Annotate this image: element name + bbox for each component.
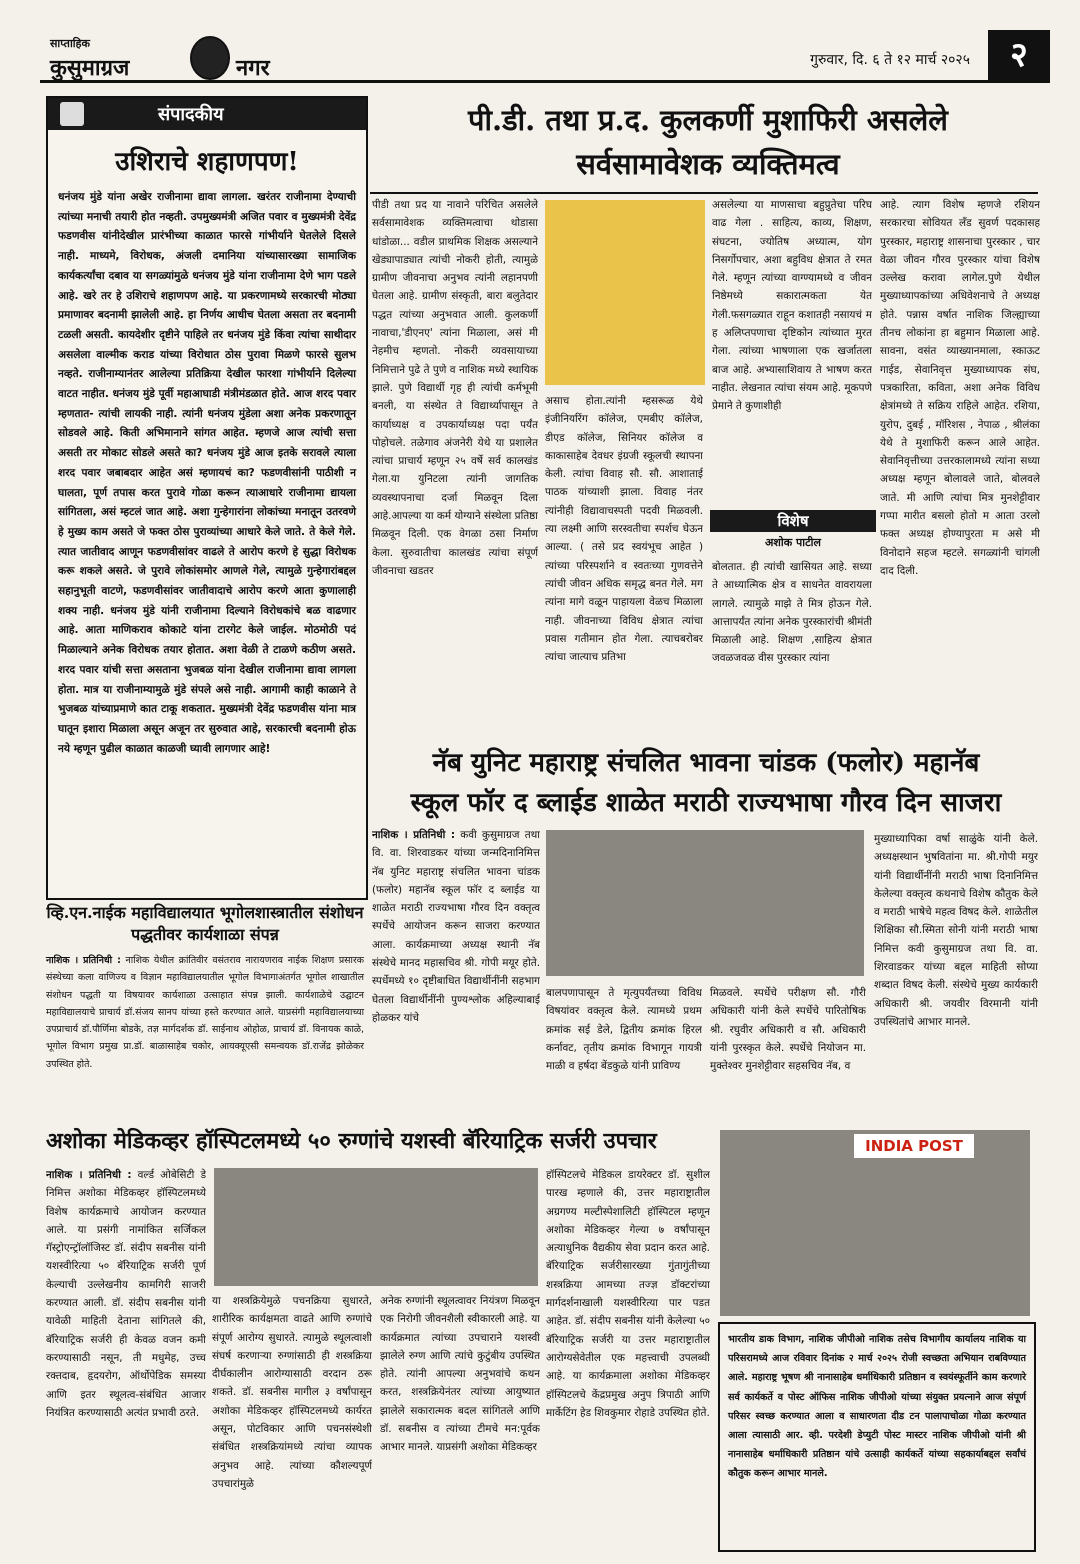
ashoka-byline: नाशिक । प्रतिनिधी : — [46, 1169, 132, 1181]
masthead-tagline: साप्ताहिक — [50, 37, 90, 50]
page-number: २ — [988, 30, 1050, 80]
kusumagraj-portrait-logo — [190, 36, 230, 80]
nab-col4: मुख्याध्यापिका वर्षा साळुंके यांनी केले. अध्यक्षस्थान भुषवितांना मा. श्री.गोपी मयुर यांनी विद्यार्थीनींनी मराठी भाषा दिनानिमित्त केलेल्या वक्तृत्व कथनाचे विशेष कौतुक केले व मराठी भाषेचे महत्व विषद केले. शाळेतील शिक्षिका सौ.स्मिता सोनी यांनी मराठी भाषा निमित्त कवी कुसुमाग्रज तथा वि. वा. शिरवाडकर यांच्या बद्दल माहिती सोप्या शब्दात विषद केली. संस्थेचे मुख्य कार्यकारी अधिकारी श्री. जयवीर विरमानी यांनी उपस्थितांचे आभार मानले. — [874, 833, 1038, 1028]
nab-col1: कवी कुसुमाग्रज तथा वि. वा. शिरवाडकर यांच्या जन्मदिनानिमित्त नॅब युनिट महाराष्ट्र संचलित भावना चांडक (फलोर) महानॅब स्कूल फॉर द ब्लाईड या शाळेत मराठी राज्यभाषा गौरव दिन वक्तृत्व स्पर्धेचे आयोजन करून साजरा करण्यात आला. कार्यक्रमाच्या अध्यक्ष स्थानी नॅब संस्थेचे मानद महासचिव श्री. गोपी मयूर होते. स्पर्धेमध्ये १० दृष्टीबाधित विद्यार्थीनींनी सहभाग घेतला विद्यार्थीनींनी पुण्यश्लोक अहिल्याबाई होळकर यांचे — [372, 829, 540, 1024]
ashoka-col2: या शस्त्रक्रियेमुळे पचनक्रिया सुधारते, शारीरिक कार्यक्षमता वाढते आणि रुग्णांचे संपूर्ण आरोग्य सुधारते. त्यामुळे स्थूलत्वाशी संघर्ष करणाऱ्या रुग्णांसाठी ही शस्त्रक्रिया दीर्घकालीन आरोग्यासाठी वरदान ठरू शकते. डॉ. सबनीस मागील ३ वर्षांपासून अशोका मेडिकव्हर हॉस्पिटलमध्ये कार्यरत असून, पोटविकार आणि पचनसंस्थेशी संबंधित शस्त्रक्रियांमध्ये त्यांचा व्यापक अनुभव आहे. त्यांच्या कौशल्यपूर्ण उपचारांमुळे — [212, 1295, 372, 1490]
workshop-body: नाशिक येथील क्रांतिवीर वसंतराव नारायणराव नाईक शिक्षण प्रसारक संस्थेच्या कला वाणिज्य व विज्ञान महाविद्यालयातील भूगोल विभागाअंतर्गत भूगोल शाखातील संशोधन पद्धती या विषयावर कार्यशाळा उत्साहात संपन्न झाली. कार्यशाळेचे उद्घाटन महाविद्यालयाचे प्राचार्य डॉ.संजय सानप यांच्या हस्ते करण्यात आले. याप्रसंगी महाविद्यालयाच्या उपप्राचार्य डॉ.पौर्णिमा बोडके, तज्ञ मार्गदर्शक डॉ. साईनाथ ओहोळ, प्राचार्य डॉ. विनायक काळे, भूगोल विभाग प्रमुख प्रा.डॉ. बाळासाहेब चकोर, आयक्यूएसी समन्वयक डॉ.राजेंद्र झोळेकर उपस्थित होते. — [46, 955, 364, 1070]
ashoka-group-photo — [214, 1168, 538, 1286]
editorial-box — [46, 96, 368, 900]
post-caption: भारतीय डाक विभाग, नाशिक जीपीओ नाशिक तसेच विभागीय कार्यालय नाशिक या परिसरामध्ये आज रविवार दिनांक २ मार्च २०२५ रोजी स्वच्छता अभियान राबविण्यात आले. महाराष्ट्र भूषण श्री नानासाहेब धर्माधिकारी प्रतिष्ठान व स्वयंस्फूर्तीने काम करणारे सर्व कार्यकर्ते व पोस्ट ऑफिस नाशिक जीपीओ यांच्या संयुक्त प्रयत्नाने आज संपूर्ण परिसर स्वच्छ करण्यात आला व साधारणता दीड टन पालापाचोळा गोळा करण्यात आला त्यासाठी आर. व्ही. परदेशी डेप्युटी पोस्ट मास्टर नाशिक जीपीओ यांनी श्री नानासाहेब धर्माधिकारी प्रतिष्ठान यांचे उत्साही कार्यकर्ते यांच्या सहकार्याबद्दल सर्वांचं कौतुक करून आभार मानले. — [728, 1334, 1026, 1480]
workshop-article — [46, 952, 364, 1073]
pd-kulkarni-photo — [545, 200, 705, 385]
editorial-body: धनंजय मुंडे यांना अखेर राजीनामा द्यावा लागला. खरंतर राजीनामा देण्याची त्यांच्या मनाची तयारी होत नव्हती. उपमुख्यमंत्री अजित पवार व मुख्यमंत्री देवेंद्र फडणवीस यांनीदेखील प्रारंभीच्या काळात फारसे गांभीर्याने घेतलेले दिसले नाही. माध्यमे, विरोधक, अंजली दमानिया यांच्यासारख्या सामाजिक कार्यकर्त्यांचा दबाव या सगळ्यांमुळे धनंजय मुंडे यांना राजीनामा देणे भाग पडले आहे. खरे तर हे उशिराचे शहाणपण आहे. या प्रकरणामध्ये सरकारची मोठ्या प्रमाणावर बदनामी झालेली आहे. हा निर्णय आधीच घेतला असता तर बदनामी टळली असती. कायदेशीर दृष्टीने पाहिले तर धनंजय मुंडे किंवा त्यांचा साथीदार असलेला वाल्मीक कराड यांच्या विरोधात ठोस पुरावा मिळणे फारसे सुलभ नव्हते. राजीनाम्यानंतर आलेल्या प्रतिक्रिया देखील फारशा गांभीर्याने दिलेल्या वाटत नाहीत. धनंजय मुंडे पूर्वी महाआघाडी मंत्रीमंडळात होते. आज शरद पवार म्हणतात- त्यांची लायकी नाही. त्यांनी धनंजय मुंडेला अशा अनेक प्रकरणातून सोडवले आहे. किती अभिमानाने सांगत आहेत. म्हणजे आज त्यांची सत्ता असती तर मोकाट सोडले असते का? धनंजय मुंडे आज इतके सरावले त्याला शरद पवार जबाबदार आहेत असं म्हणायचं का? फडणवीसांनी पाठीशी न घालता, पूर्ण तपास करत पुरावे गोळा करून त्याआधारे राजीनामा द्यायला सांगितला, असं म्हटलं जात आहे. अशा गुन्हेगारांना लोकांच्या मनातून उतरवणे हे मुख्य काम असते जे फक्त ठोस पुराव्यांच्या आधारे केले जाते. ते केले गेले. त्यात जातीवाद आणून फडणवीसांवर वाढले ते आरोप करणे हे सुद्धा विरोधक करू शकले असते. जे पुरावे लोकांसमोर आणले गेले, त्यामुळे गुन्हेगारांबद्दल सहानुभूती वाटणे, फडणवीसांवर जातीवादाचे आरोप करणे आता कुणालाही शक्य नाही. धनंजय मुंडे यांनी राजीनामा दिल्याने विरोधकांचे बळ वाढणार आहे. आता माणिकराव कोकाटे यांना टारगेट केले जाईल. मोठमोठी पदं मिळाल्याने अनेक विरोधक तयार होतात. अशा वेळी ते टाळणे कठीण असते. शरद पवार यांची सत्ता असताना भुजबळ यांना देखील राजीनामा द्यावा लागला होता. मात्र या राजीनाम्यामुळे मुंडे संपले असे नाही. आगामी काही काळाने ते भुजबळ यांच्याप्रमाणे कात टाकू शकतात. मुख्यमंत्री देवेंद्र फडणवीस यांना मात्र घातून इशारा मिळाला असून अजून तर सुरुवात आहे, सरकारची बदनामी होऊ नये म्हणून पुढील काळात काळजी घ्यावी लागणार आहे! — [58, 191, 356, 755]
vishesh-label: विशेष — [710, 510, 876, 532]
ashoka-col1: वर्ल्ड ओबेसिटी डे निमित्त अशोका मेडिकव्हर हॉस्पिटलमध्ये विशेष कार्यक्रमाचे आयोजन करण्यात आले. या प्रसंगी नामांकित सर्जिकल गॅस्ट्रोएन्ट्रॉलॉजिस्ट डॉ. संदीप सबनीस यांनी यशस्वीरित्या ५० बॅरियाट्रिक सर्जरी पूर्ण केल्याची उल्लेखनीय कामगिरी साजरी करण्यात आली. डॉ. संदीप सबनीस यांनी यावेळी माहिती देताना सांगितले की, बॅरियाट्रिक सर्जरी ही केवळ वजन कमी करण्यासाठी नसून, ती मधुमेह, उच्च रक्तदाब, हृदयरोग, ऑर्थोपेडिक समस्या आणि इतर स्थूलत्व-संबंधित आजार नियंत्रित करण्यासाठी अत्यंत प्रभावी ठरते. — [46, 1169, 206, 1419]
masthead-name-left: कुसुमाग्रज — [50, 55, 130, 81]
nab-title-line2: स्कूल फॉर द ब्लाईड शाळेत मराठी राज्यभाषा गौरव दिन साजरा — [410, 788, 1002, 818]
india-post-sign: INDIA POST — [854, 1134, 974, 1158]
nab-title-line1: नॅब युनिट महाराष्ट्र संचलित भावना चांडक (फलोर) महानॅब — [432, 748, 980, 778]
pd-col3b: बोलतात. ही त्यांची खासियत आहे. सध्या ते आध्यात्मिक क्षेत्र व साधनेत वावरायला लागले. त्यामुळे माझे ते मित्र होऊन गेले. आत्तापर्यंत त्यांना अनेक पुरस्कारांची श्रीमंती मिळाली आहे. शिक्षण ,साहित्य क्षेत्रात जवळजवळ वीस पुरस्कार त्यांना — [712, 561, 872, 665]
editorial-label-bar — [48, 98, 366, 130]
pd-col4: आहे. त्याग विशेष म्हणजे रशियन सरकारचा सोवियत लँड सुवर्ण पदकासह पुरस्कार, महाराष्ट्र शासनाचा पुरस्कार , चार वेळा जीवन गौरव पुरस्कार यांचा विशेष उल्लेख करावा लागेल.पुणे येथील मुख्याध्यापकांच्या अधिवेशनाचे ते अध्यक्ष होते. पन्नास वर्षात नाशिक जिल्ह्याच्या तीनच लोकांना हा बहुमान मिळाला आहे. सावना, वसंत व्याख्यानमाला, स्काऊट गाईड, सेवानिवृत्त मुख्याध्यापक संघ, पत्रकारिता, कविता, अशा अनेक विविध क्षेत्रांमध्ये ते सक्रिय राहिले आहेत. रशिया, युरोप, दुबई , मॉरिशस , नेपाळ , श्रीलंका येथे ते मुशाफिरी करून आले आहेत. सेवानिवृत्तीच्या उत्तरकालामध्ये त्यांना सध्या अध्यक्ष म्हणून बोलावले जाते, बोलवले जाते. मी आणि त्यांचा मित्र मुनशेट्टीवार गप्पा मारीत बसलो होतो म आता उरलो फक्त अध्यक्ष होण्यापुरता म असे मी विनोदाने सहज म्हटले. सगळ्यांनी चांगली दाद दिली. — [880, 199, 1040, 577]
nab-col1-container — [372, 826, 540, 1116]
pen-icon — [60, 102, 84, 126]
post-caption-box — [718, 1322, 1036, 1552]
post-cleanliness-photo — [720, 1130, 1030, 1316]
editorial-title: उशिराचे शहाणपण! — [115, 147, 299, 177]
divider — [370, 192, 1038, 194]
masthead — [40, 30, 1050, 83]
ashoka-col1-container — [46, 1166, 206, 1546]
pd-title-line2: सर्वसामावेशक व्यक्तिमत्व — [576, 147, 840, 181]
pd-col2: असाच होता.त्यांनी म्हसरूळ येथे इंजीनियरिंग कॉलेज, एमबीए कॉलेज, डीएड कॉलेज, सिनियर कॉलेज व काकासाहेब देवधर इंग्रजी स्कूलची स्थापना केली. त्यांचा विवाह सौ. सौ. आशाताई पाठक यांच्याशी झाला. विवाह नंतर त्यांनीही विद्यावाचस्पती पदवी मिळवली. त्या लक्ष्मी आणि सरस्वतीचा स्पर्शच घेऊन आल्या. ( तसे प्रद स्वयंभूच आहेत ) त्यांच्या परिस्पर्शाने व स्वतःच्या गुणवत्तेने त्यांची जीवन अधिक समृद्ध बनत गेले. मग त्यांना मागे वळून पाहायला वेळच मिळाला नाही. जीवनाच्या विविध क्षेत्रात त्यांचा प्रवास गतीमान होत गेला. त्याचबरोबर त्यांचा जात्याच प्रतिभा — [545, 395, 703, 664]
pd-col3: असलेल्या या माणसाचा बहुप्रुतेचा परिघ वाढ गेला . साहित्य, काव्य, शिक्षण, संघटना, ज्योतिष अध्यात्म, योग निसर्गोपचार, अशा बहुविध क्षेत्रात ते रमत गेले. म्हणून त्यांच्या वाग्ण्यामध्ये व जीवन निष्ठेमध्ये सकारात्मकता येत गेली.फसगळ्यात राहून कशातही नसायचं म ह अलिप्तपणाचा दृष्टिकोन त्यांच्यात मुरत गेला. त्यांच्या भाषणाला एक खर्जातला बाज आहे. अभ्यासाशिवाय ते भाषण करत नाहीत. लेखनात त्यांचा संयम आहे. मूकपणे प्रेमाने ते कुणाशीही — [712, 199, 872, 413]
pd-col1: पीडी तथा प्रद या नावाने परिचित असलेले सर्वसामावेशक व्यक्तिमत्वाचा थोडासा धांडोळा... वडील प्राथमिक शिक्षक असल्याने खेड्यापाड्यात त्यांची नोकरी होती, त्यामुळे ग्रामीण जीवनाचा अनुभव त्यांनी लहानपणी घेतला आहे. ग्रामीण संस्कृती, बारा बलुतेदार पद्धत त्यांच्या अनुभवात आली. कुलकर्णी नावाचा,'डीएनए' त्यांना मिळाला, असं मी नेहमीच म्हणतो. नोकरी व्यवसायाच्या निमित्ताने पुढे ते पुणे व नाशिक मध्ये स्थायिक झाले. पुणे विद्यार्थी गृह ही त्यांची कर्मभूमी बनली, या संस्थेत ते विद्यार्थ्यापासून ते कार्याध्यक्ष व उपकार्याध्यक्ष पदा पर्यंत पोहोचले. तळेगाव अंजनेरी येथे या प्रशालेत त्यांचा प्राचार्य म्हणून २५ वर्षे सर्व कालखंड गेला.या युनिटला त्यांनी जागतिक व्यवस्थापनाचा दर्जा मिळवून दिला आहे.आपल्या या कर्म योग्याने संस्थेला प्रतिष्ठा मिळवून दिली. एक वेगळा ठसा निर्माण केला. सुरुवातीचा कालखंड त्यांचा संपूर्ण जीवनाचा खडतर — [372, 199, 538, 577]
ashoka-title: अशोका मेडिकव्हर हॉस्पिटलमध्ये ५० रुग्णांचे यशस्वी बॅरियाट्रिक सर्जरी उपचार — [46, 1128, 657, 1154]
nab-byline: नाशिक । प्रतिनिधी : — [372, 829, 456, 841]
pd-author: अशोक पाटील — [765, 536, 821, 549]
workshop-byline: नाशिक । प्रतिनिधी : — [46, 955, 121, 966]
nab-col2: बालपणापासून ते मृत्युपर्यंतच्या विविध विषयांवर वक्तृत्व केले. त्यामध्ये प्रथम क्रमांक सई डेले, द्वितीय क्रमांक हिरल कर्नावट, तृतीय क्रमांक विभागून गायत्री माळी व हर्षदा बेंडकुळे यांनी प्राविण्य — [546, 987, 702, 1073]
editorial-label: संपादकीय — [158, 104, 224, 125]
ashoka-col3: अनेक रुग्णांनी स्थूलत्वावर नियंत्रण मिळवून एक निरोगी जीवनशैली स्वीकारली आहे. या कार्यक्रमात त्यांच्या उपचाराने यशस्वी झालेले रुग्ण आणि त्यांचे कुटुंबीय उपस्थित होते. त्यांनी आपल्या अनुभवांचे कथन करत, शस्त्रक्रियेनंतर त्यांच्या आयुष्यात झालेले सकारात्मक बदल सांगितले आणि डॉ. सबनीस व त्यांच्या टीमचे मन:पूर्वक आभार मानले. याप्रसंगी अशोका मेडिकव्हर — [380, 1295, 540, 1454]
nab-event-photo — [546, 830, 864, 976]
pd-title-line1: पी.डी. तथा प्र.द. कुलकर्णी मुशाफिरी असलेले — [468, 103, 948, 137]
nab-col3: मिळवले. स्पर्धेचे परीक्षण सौ. गौरी अधिकारी यांनी केले स्पर्धेचे पारितोषिक श्री. रघुवीर अधिकारी व सौ. अधिकारी यांनी पुरस्कृत केले. स्पर्धेचे नियोजन मा. मुक्तेश्वर मुनशेट्टीवार सहसचिव नॅब, व — [710, 987, 866, 1073]
workshop-title: व्हि.एन.नाईक महाविद्यालयात भूगोलशास्त्रातील संशोधन पद्धतीवर कार्यशाळा संपन्न — [46, 903, 364, 944]
issue-date: गुरुवार, दि. ६ ते १२ मार्च २०२५ — [810, 52, 970, 68]
ashoka-col4: हॉस्पिटलचे मेडिकल डायरेक्टर डॉ. सुशील पारख म्हणाले की, उत्तर महाराष्ट्रातील अग्रगण्य मल्टीस्पेशालिटी हॉस्पिटल म्हणून अशोका मेडिकव्हर गेल्या ७ वर्षांपासून अत्याधुनिक वैद्यकीय सेवा प्रदान करत आहे. बॅरियाट्रिक सर्जरीसारख्या गुंतागुंतीच्या शस्त्रक्रिया आमच्या तज्ज्ञ डॉक्टरांच्या मार्गदर्शनाखाली यशस्वीरित्या पार पडत आहेत. डॉ. संदीप सबनीस यांनी केलेल्या ५० बॅरियाट्रिक सर्जरी या उत्तर महाराष्ट्रातील आरोग्यसेवेतील एक महत्त्वाची उपलब्धी आहे. या कार्यक्रमाला अशोका मेडिकव्हर हॉस्पिटलचे केंद्रप्रमुख अनुप त्रिपाठी आणि मार्केटिंग हेड शिवकुमार रोहाडे उपस्थित होते. — [546, 1169, 710, 1419]
masthead-name-right: नगर — [236, 55, 270, 81]
